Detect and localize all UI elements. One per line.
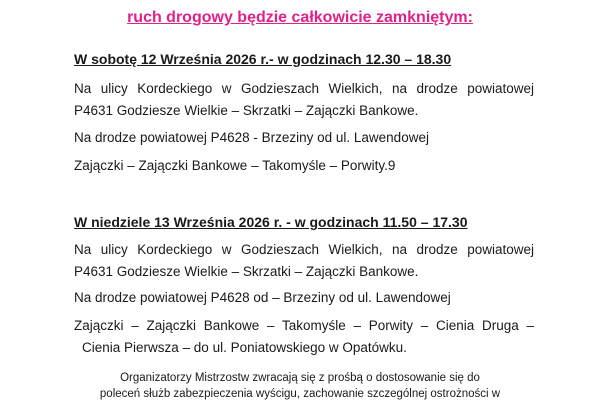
sunday-paragraph-kordeckiego-line-2: P4631 Godziesze Wielkie – Skrzatki – Zajączki Bankowe. [74,264,419,279]
sunday-paragraph-p4628 [74,287,534,309]
sunday-paragraph-kordeckiego [74,239,534,283]
saturday-title: W sobotę 12 Września 2026 r.- w godzinach 12.30 – 18.30 [74,51,452,67]
closure-heading: ruch drogowy będzie całkowicie zamkniętym: [127,9,473,26]
saturday-paragraph-route-line: Zajączki – Zajączki Bankowe – Takomyśle – Porwity.9 [74,158,396,173]
saturday-paragraph-kordeckiego-line-1: Na ulicy Kordeckiego w Godzieszach Wielkich, na drodze powiatowej [74,81,534,96]
saturday-paragraph-kordeckiego-line-2: P4631 Godziesze Wielkie – Skrzatki – Zajączki Bankowe. [74,103,419,118]
sunday-paragraph-route [74,315,534,359]
sunday-paragraph-route-line-1: Zajączki – Zajączki Bankowe – Takomyśle – Porwity – Cienia Druga – [74,318,534,333]
sunday-paragraph-kordeckiego-line-1: Na ulicy Kordeckiego w Godzieszach Wielkich, na drodze powiatowej [74,242,534,257]
organizers-note-line-1: Organizatorzy Mistrzostw zwracają się z prośbą o dostosowanie się do [120,372,480,384]
sunday-paragraph-route-line-2: Cienia Pierwsza – do ul. Poniatowskiego w Opatówku. [82,340,407,355]
saturday-paragraph-kordeckiego [74,78,534,122]
saturday-paragraph-p4628 [74,127,534,149]
sunday-paragraph-p4628-line: Na drodze powiatowej P4628 od – Brzeziny od ul. Lawendowej [74,290,451,305]
organizers-note [0,370,600,400]
sunday-title: W niedziele 13 Września 2026 r. - w godzinach 11.50 – 17.30 [74,214,468,230]
organizers-note-line-2: poleceń służb zabezpieczenia wyścigu, zachowanie szczególnej ostrożności w [99,388,501,400]
saturday-paragraph-p4628-line: Na drodze powiatowej P4628 - Brzeziny od ul. Lawendowej [74,130,429,145]
saturday-paragraph-route [74,155,534,177]
